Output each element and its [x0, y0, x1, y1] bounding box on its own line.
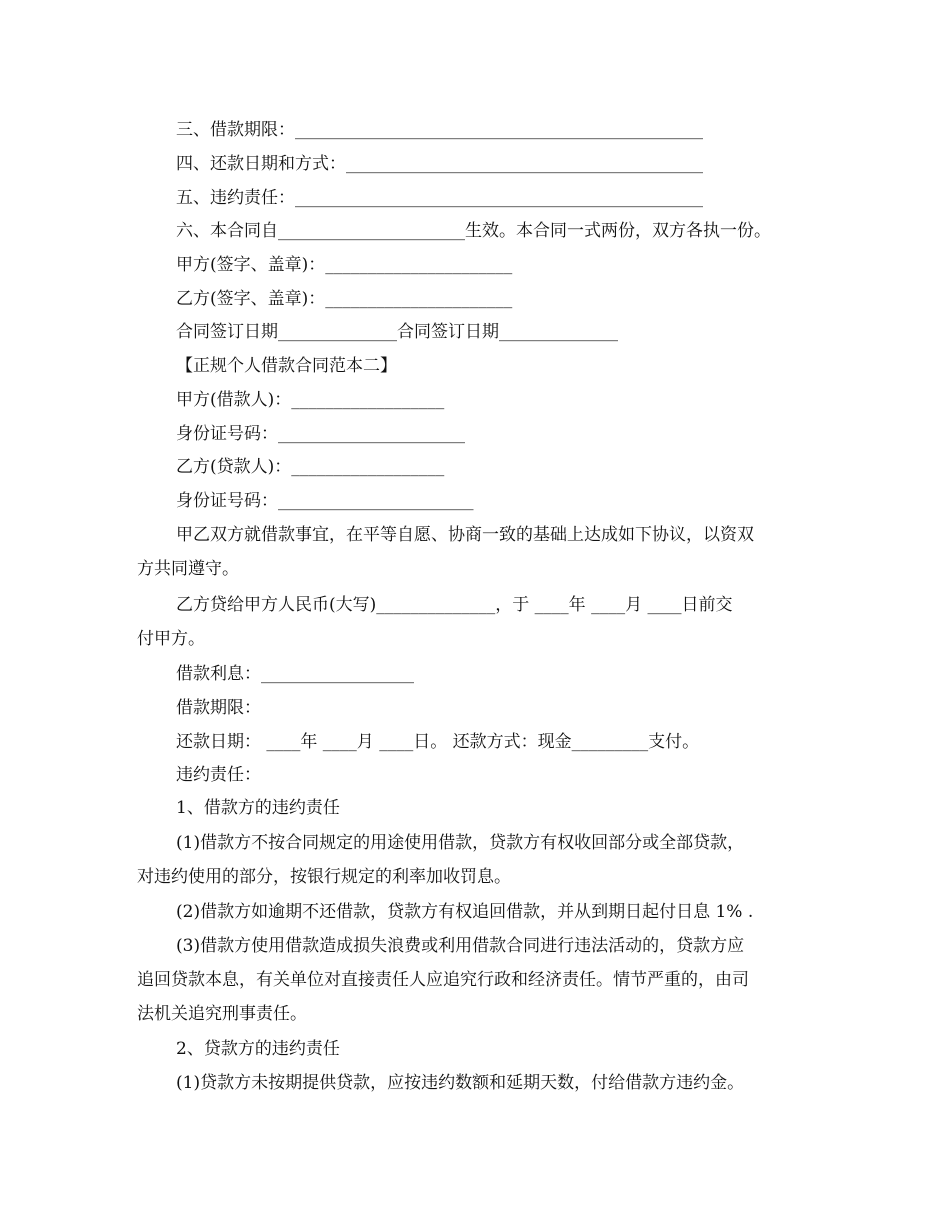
loan-amount-line-2: 付甲方。: [137, 629, 205, 649]
agreement-paragraph-line-2: 方共同遵守。: [137, 559, 239, 579]
loan-amount-line-1: 乙方贷给甲方人民币(大写)______________，于 ____年 ____月 ____日前交: [176, 595, 733, 615]
borrower-liability-item-3-line-3: 法机关追究刑事责任。: [137, 1004, 307, 1024]
borrower-liability-item-1-line-1: (1)借款方不按合同规定的用途使用借款，贷款方有权收回部分或全部贷款，: [176, 833, 745, 853]
borrower-liability-item-2: (2)借款方如逾期不还借款，贷款方有权追回借款，并从到期日起付日息 1% .: [176, 902, 754, 922]
party-a-signature: 甲方(签字、盖章)：______________________: [176, 255, 513, 275]
party-b-lender: 乙方(贷款人)：__________________: [176, 457, 445, 477]
signing-dates: 合同签订日期______________合同签订日期______________: [176, 322, 618, 342]
loan-term: 借款期限：: [176, 698, 261, 718]
clause-effective-date: 六、本合同自______________________生效。本合同一式两份，双方各执一份。: [176, 221, 771, 241]
party-b-id-number: 身份证号码：_______________________: [176, 491, 474, 511]
section-title-template-two: 【正规个人借款合同范本二】: [176, 356, 397, 376]
borrower-liability-item-3-line-2: 追回贷款本息，有关单位对直接责任人应追究行政和经济责任。情节严重的，由司: [137, 970, 749, 990]
clause-repayment-date-method: 四、还款日期和方式：__________________________________________: [176, 154, 703, 174]
repayment-date-method: 还款日期： ____年 ____月 ____日。 还款方式：现金_________支付。: [176, 732, 700, 752]
party-b-signature: 乙方(签字、盖章)：______________________: [176, 289, 513, 309]
clause-loan-term: 三、借款期限：________________________________________________: [176, 120, 703, 140]
party-a-id-number: 身份证号码：______________________: [176, 424, 465, 444]
loan-interest: 借款利息：__________________: [176, 664, 414, 684]
borrower-liability-heading: 1、借款方的违约责任: [176, 798, 340, 818]
party-a-borrower: 甲方(借款人)：__________________: [176, 390, 445, 410]
borrower-liability-item-3-line-1: (3)借款方使用借款造成损失浪费或利用借款合同进行违法活动的，贷款方应: [176, 936, 745, 956]
borrower-liability-item-1-line-2: 对违约使用的部分，按银行规定的利率加收罚息。: [137, 867, 511, 887]
lender-liability-item-1: (1)贷款方未按期提供贷款，应按违约数额和延期天数，付给借款方违约金。: [176, 1073, 745, 1093]
clause-breach-liability: 五、违约责任：________________________________________________: [176, 188, 703, 208]
lender-liability-heading: 2、贷款方的违约责任: [176, 1039, 340, 1059]
agreement-paragraph-line-1: 甲乙双方就借款事宜，在平等自愿、协商一致的基础上达成如下协议，以资双: [176, 525, 754, 545]
breach-liability-heading: 违约责任：: [176, 765, 261, 785]
